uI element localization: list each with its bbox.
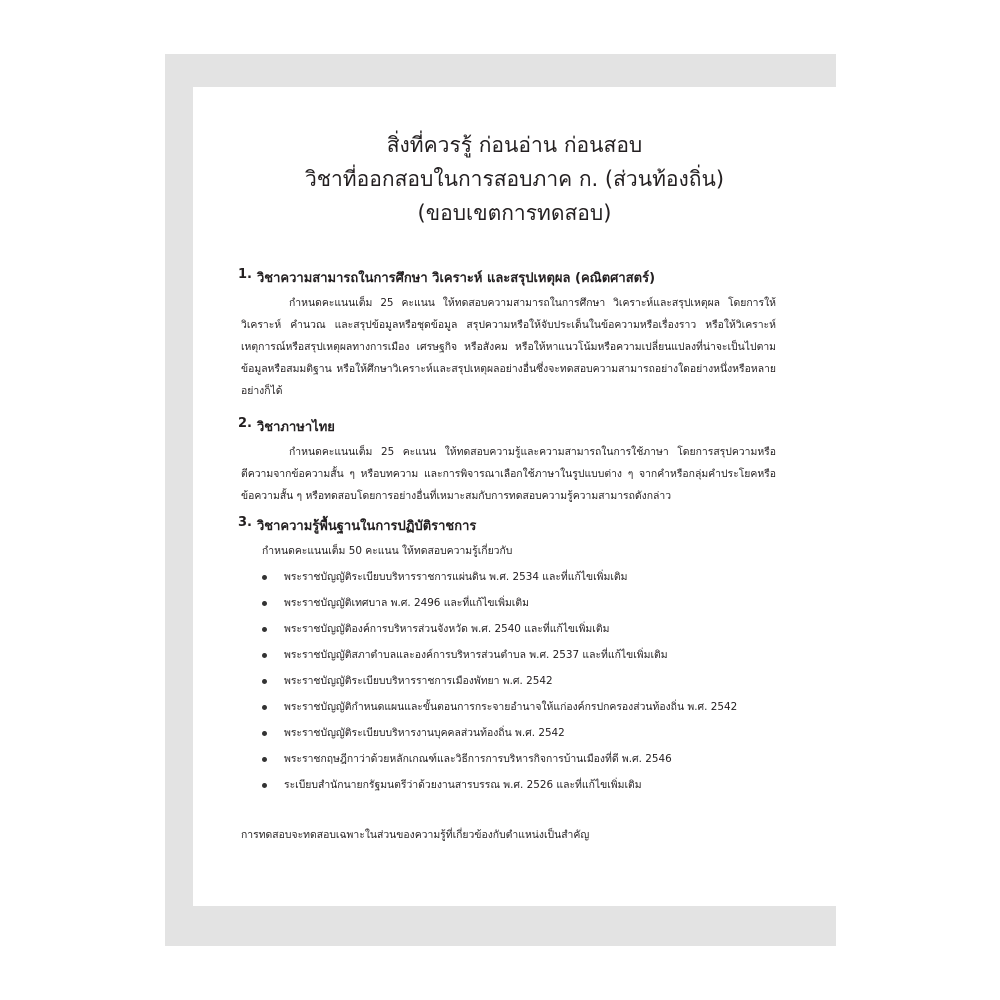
list-item <box>262 567 782 587</box>
list-item-text: พระราชบัญญัติระเบียบบริหารราชการแผ่นดิน พ.ศ. 2534 และที่แก้ไขเพิ่มเติม <box>284 571 628 583</box>
list-item <box>262 749 782 769</box>
list-item-text: พระราชบัญญัติเทศบาล พ.ศ. 2496 และที่แก้ไขเพิ่มเติม <box>284 597 529 609</box>
section-2-title: วิชาภาษาไทย <box>257 420 335 435</box>
bullet-icon <box>262 679 267 684</box>
list-item <box>262 723 782 743</box>
list-item <box>262 619 782 639</box>
list-item <box>262 697 782 717</box>
list-item-text: พระราชกฤษฎีกาว่าด้วยหลักเกณฑ์และวิธีการการบริหารกิจการบ้านเมืองที่ดี พ.ศ. 2546 <box>284 753 672 765</box>
title-line-3: (ขอบเขตการทดสอบ) <box>417 201 612 225</box>
bullet-icon <box>262 601 267 606</box>
bullet-icon <box>262 783 267 788</box>
section-3-title: วิชาความรู้พื้นฐานในการปฏิบัติราชการ <box>257 519 477 534</box>
section-1-number: 1. <box>238 267 252 282</box>
section-3-bullet-list <box>262 567 782 801</box>
list-item <box>262 671 782 691</box>
list-item <box>262 645 782 665</box>
bullet-icon <box>262 705 267 710</box>
list-item-text: ระเบียบสำนักนายกรัฐมนตรีว่าด้วยงานสารบรรณ พ.ศ. 2526 และที่แก้ไขเพิ่มเติม <box>284 779 642 791</box>
bullet-icon <box>262 627 267 632</box>
page-title <box>193 128 836 230</box>
section-3-intro: กำหนดคะแนนเต็ม 50 คะแนน ให้ทดสอบความรู้เกี่ยวกับ <box>262 545 513 557</box>
section-2-body: กำหนดคะแนนเต็ม 25 คะแนน ให้ทดสอบความรู้และความสามารถในการใช้ภาษา โดยการสรุปความหรือตีความจากข้อความสั้น ๆ หรือบทความ และการพิจารณาเลือกใช้ภาษาในรูปแบบต่าง ๆ จากคำหรือกลุ่มคำประโยคหรือข้อความสั้น ๆ หรือทดสอบโดยการอย่างอื่นที่เหมาะสมกับการทดสอบความรู้ความสามารถดังกล่าว <box>241 446 776 502</box>
bullet-icon <box>262 575 267 580</box>
list-item-text: พระราชบัญญัติสภาตำบลและองค์การบริหารส่วนตำบล พ.ศ. 2537 และที่แก้ไขเพิ่มเติม <box>284 649 668 661</box>
list-item <box>262 775 782 795</box>
bullet-icon <box>262 757 267 762</box>
section-3-number: 3. <box>238 515 252 530</box>
title-line-2: วิชาที่ออกสอบในการสอบภาค ก. (ส่วนท้องถิ่น) <box>304 167 725 191</box>
section-1-body: กำหนดคะแนนเต็ม 25 คะแนน ให้ทดสอบความสามารถในการศึกษา วิเคราะห์และสรุปเหตุผล โดยการให้วิเคราะห์ คำนวณ และสรุปข้อมูลหรือชุดข้อมูล สรุปความหรือให้จับประเด็นในข้อความหรือเรื่องราว หรือให้วิเคราะห์เหตุการณ์หรือสรุปเหตุผลทางการเมือง เศรษฐกิจ หรือสังคม หรือให้หาแนวโน้มหรือความเปลี่ยนแปลงที่น่าจะเป็นไปตามข้อมูลหรือสมมติฐาน หรือให้ศึกษาวิเคราะห์และสรุปเหตุผลอย่างอื่นซึ่งจะทดสอบความสามารถอย่างใดอย่างหนึ่งหรือหลายอย่างก็ได้ <box>241 297 776 397</box>
footer-note: การทดสอบจะทดสอบเฉพาะในส่วนของความรู้ที่เกี่ยวข้องกับตำแหน่งเป็นสำคัญ <box>241 829 590 841</box>
list-item-text: พระราชบัญญัติระเบียบบริหารงานบุคคลส่วนท้องถิ่น พ.ศ. 2542 <box>284 727 565 739</box>
section-1-title: วิชาความสามารถในการศึกษา วิเคราะห์ และสรุปเหตุผล (คณิตศาสตร์) <box>257 271 656 286</box>
list-item-text: พระราชบัญญัติระเบียบบริหารราชการเมืองพัทยา พ.ศ. 2542 <box>284 675 553 687</box>
bullet-icon <box>262 731 267 736</box>
title-line-1: สิ่งที่ควรรู้ ก่อนอ่าน ก่อนสอบ <box>386 133 643 157</box>
list-item <box>262 593 782 613</box>
section-2-number: 2. <box>238 416 252 431</box>
list-item-text: พระราชบัญญัติองค์การบริหารส่วนจังหวัด พ.ศ. 2540 และที่แก้ไขเพิ่มเติม <box>284 623 610 635</box>
list-item-text: พระราชบัญญัติกำหนดแผนและขั้นตอนการกระจายอำนาจให้แก่องค์กรปกครองส่วนท้องถิ่น พ.ศ. 2542 <box>284 701 738 713</box>
bullet-icon <box>262 653 267 658</box>
